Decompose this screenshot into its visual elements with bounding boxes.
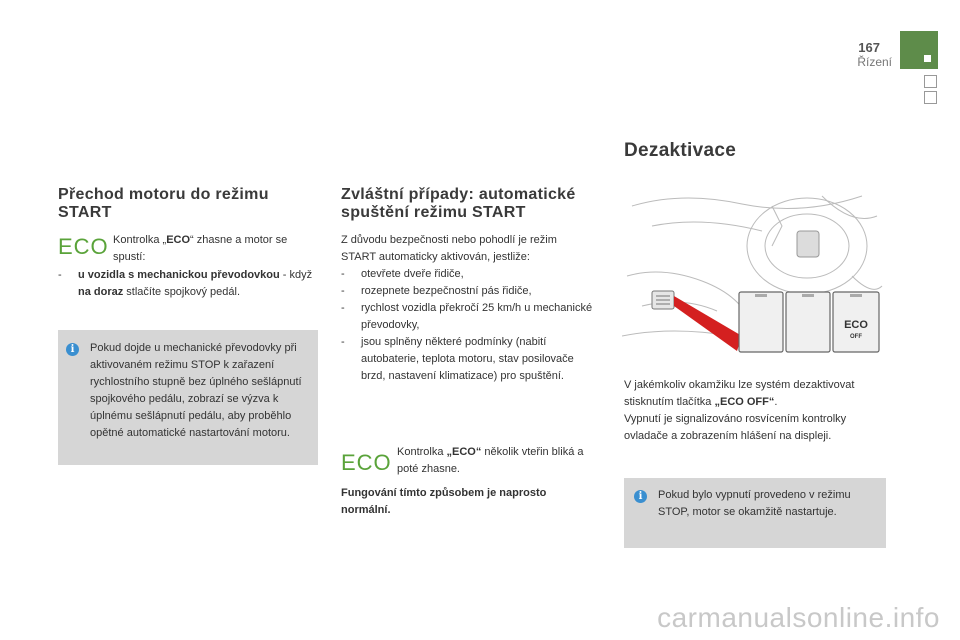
list-item: - jsou splněny některé podmínky (nabití autobaterie, teplota motoru, stav posilovače brzd, nastavení klimatizace) pro spuštění. [341,334,593,385]
list-item: - rychlost vozidla překročí 25 km/h u mechanické převodovky, [341,300,593,334]
right-text: V jakémkoliv okamžiku lze systém dezaktivovat stisknutím tlačítka „ECO OFF“. [624,379,855,408]
list-item: - otevřete dveře řidiče, [341,266,593,283]
middle-intro: Z důvodu bezpečnosti nebo pohodlí je režim START automaticky aktivován, jestliže: [341,234,557,263]
middle-list [341,266,593,385]
tab-box-icon [924,75,937,88]
middle-heading: Zvláštní případy: automatické spuštění režimu START [341,186,576,221]
tab-box-icon [924,91,937,104]
info-icon: i [634,490,647,503]
right-heading: Dezaktivace [624,140,737,161]
left-info-text: Pokud dojde u mechanické převodovky při aktivovaném režimu STOP k zařazení rychlostního stupně bez úplného sešlápnutí spojkového pedálu, zobrazí se výzva k úplnému sešlápnutí pedálu, aby proběhlo opětné automatické nastartování motoru. [90,342,302,439]
eco-off-button-label: ECO [844,319,868,331]
chapter-title: Řízení [857,55,892,69]
right-info-box [624,478,886,548]
eco-off-button-sublabel: OFF [850,334,862,340]
eco-indicator-icon: ECO [341,450,392,475]
eco-indicator-icon: ECO [58,234,109,259]
chapter-tab [900,31,938,69]
page-number: 167 [858,40,880,55]
tab-marker-icon [924,55,931,62]
middle-indicator-text: Kontrolka „ECO“ několik vteřin bliká a poté zhasne. [397,446,584,475]
dashboard-illustration [622,186,884,356]
left-info-box [58,330,318,465]
left-indicator-text: Kontrolka „ECO“ zhasne a motor se spustí: [113,234,288,263]
info-icon: i [66,343,79,356]
left-heading: Přechod motoru do režimu START [58,186,269,221]
right-info-text: Pokud bylo vypnutí provedeno v režimu STOP, motor se okamžitě nastartuje. [658,489,851,518]
left-bullet: - u vozidla s mechanickou převodovkou - když na doraz stlačíte spojkový pedál. [58,269,313,298]
list-item: - rozepnete bezpečnostní pás řidiče, [341,283,593,300]
middle-note: Fungování tímto způsobem je naprosto normální. [341,487,547,516]
right-text2: Vypnutí je signalizováno rosvícením kontrolky ovladače a zobrazením hlášení na displeji. [624,413,847,442]
watermark: carmanualsonline.info [657,602,940,633]
